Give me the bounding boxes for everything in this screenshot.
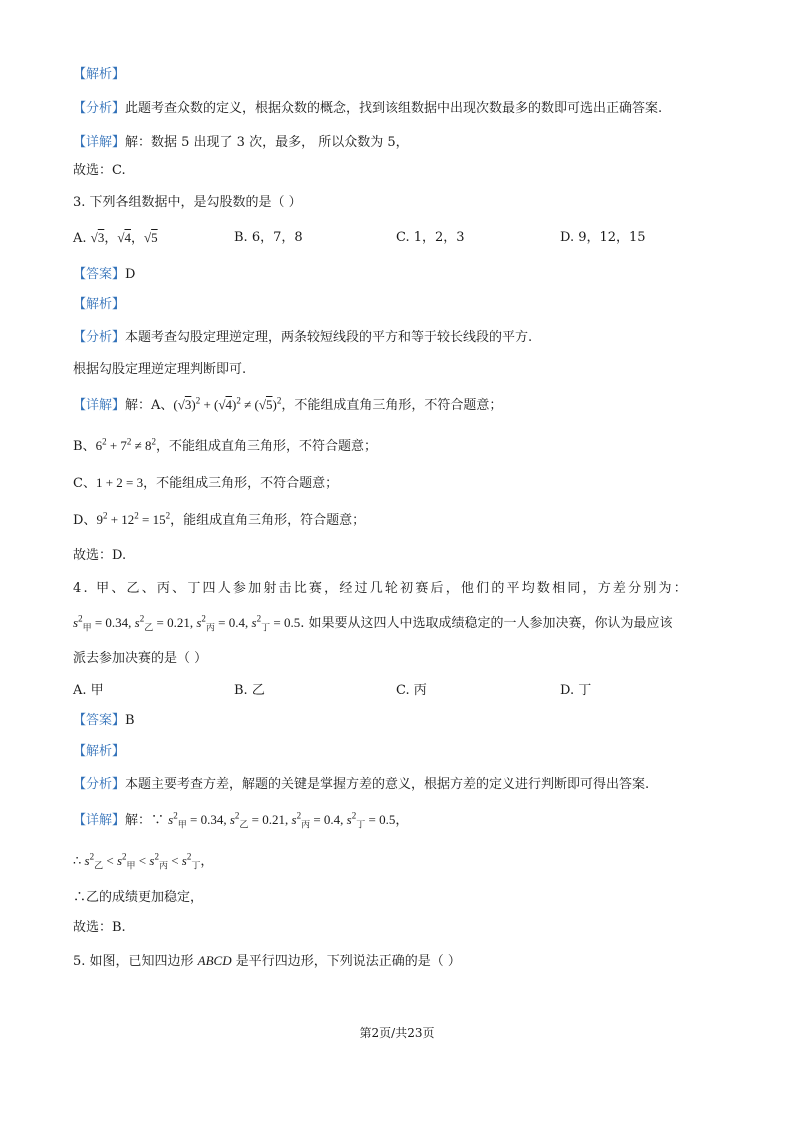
v-yi: 0.21 xyxy=(167,615,190,630)
q4-order-expr: $s^2_乙 < s^2_甲 < s^2_丙 < s^2_丁$ xyxy=(84,851,201,871)
sub-yi: 乙 xyxy=(144,622,154,633)
sub-jia: 甲 xyxy=(177,819,187,830)
detail-text: 解：数据 5 出现了 3 次，最多， 所以众数为 5， xyxy=(125,135,409,150)
xiangjie-tag: 【详解】 xyxy=(73,398,126,413)
q4-detail-line: 【详解】解：∵ $s^2_甲 = 0.34$, $s^2_乙 = 0.21$, $s^2_丙 = 0.4$, $s^2_丁 = 0.5$， xyxy=(73,810,409,830)
daan-tag: 【答案】 xyxy=(73,267,126,282)
q3-method-line: 根据勾股定理逆定理判断即可. xyxy=(73,362,247,377)
analysis-line xyxy=(73,100,662,118)
q5-abcd: ABCD xyxy=(197,953,232,968)
q4-option-d: D. 丁 xyxy=(560,683,592,698)
question-4-stem-1: 4. 甲、乙、丙、丁四人参加射击比赛，经过几轮初赛后，他们的平均数相同，方差分别为： xyxy=(73,581,689,596)
sub-ding: 丁 xyxy=(191,860,201,871)
q3-option-a: A. √3，√4，√5 xyxy=(73,230,158,246)
q3-a-expr: $(√3)^2 + (√4)^2 \ne (√5)^2$ xyxy=(173,395,282,412)
q4-option-a: A. 甲 xyxy=(73,683,104,698)
q3-opt-a-label: A. xyxy=(73,231,87,246)
v-yi: 0.21 xyxy=(262,812,285,827)
sub-ding: 丁 xyxy=(356,819,366,830)
q3-answer: D xyxy=(125,267,136,282)
fenxi-tag: 【分析】 xyxy=(73,777,126,792)
page-footer: 第2页/共23页 xyxy=(359,1026,435,1040)
sqrt-radicand: 5 xyxy=(151,230,158,245)
choose-line: 故选：C. xyxy=(73,163,126,178)
xiangjie-tag: 【详解】 xyxy=(73,813,126,828)
sqrt-expr: √4 xyxy=(117,230,131,245)
v-ding: 0.5 xyxy=(379,812,396,827)
sqrt-radicand: 4 xyxy=(225,397,233,412)
question-5-stem xyxy=(73,952,461,971)
q4-stem2-tail: . 如果要从这四人中选取成绩稳定的一人参加决赛，你认为最应该 xyxy=(300,616,673,631)
q4-option-c: C. 丙 xyxy=(396,683,427,698)
sqrt-radicand: 3 xyxy=(97,230,105,245)
sub-yi: 乙 xyxy=(94,860,104,871)
q3-b-prefix: B、 xyxy=(73,439,96,454)
sqrt-radicand: 4 xyxy=(124,230,131,245)
q3-choose-line: 故选：D. xyxy=(73,548,127,563)
v-ding: 0.5 xyxy=(283,615,301,630)
q5-stem-tail: 是平行四边形，下列说法正确的是（ ） xyxy=(231,954,461,969)
sub-bing: 丙 xyxy=(158,860,168,871)
sub-jia: 甲 xyxy=(126,860,136,871)
q3-d-tail: ，能组成直角三角形，符合题意； xyxy=(170,513,366,528)
q3-c-expr: 1 + 2 = 3 xyxy=(95,475,144,490)
q4-analysis-text: 本题主要考查方差，解题的关键是掌握方差的意义，根据方差的定义进行判断即可得出答案. xyxy=(125,777,650,792)
sqrt-expr: √3 xyxy=(90,230,105,245)
v-jia: 0.34 xyxy=(105,615,129,630)
q3-analysis-heading: 【解析】 xyxy=(73,297,126,312)
question-4-stem-2 xyxy=(73,614,672,633)
v-jia: 0.34 xyxy=(200,812,224,827)
q3-detail-b xyxy=(73,437,377,456)
q3-detail-d xyxy=(73,511,365,530)
q3-detail-a xyxy=(73,396,502,415)
q4-analysis-heading: 【解析】 xyxy=(73,744,126,759)
sub-yi: 乙 xyxy=(239,819,249,830)
q3-c-tail: ，不能组成三角形，不符合题意； xyxy=(143,476,339,491)
detail-line xyxy=(73,134,409,152)
xiangjie-tag: 【详解】 xyxy=(73,135,126,150)
sub-bing: 丙 xyxy=(205,622,215,633)
q3-analysis-text: 本题考查勾股定理逆定理，两条较短线段的平方和等于较长线段的平方. xyxy=(125,330,533,345)
q3-option-c: C. 1，2，3 xyxy=(396,230,465,245)
q5-stem-prefix: 5. 如图，已知四边形 xyxy=(73,954,198,969)
fenxi-tag: 【分析】 xyxy=(73,330,126,345)
q3-option-b: B. 6，7，8 xyxy=(234,230,303,245)
therefore-symbol: ∴ xyxy=(73,854,82,869)
q4-variances: $s^2_甲 = 0.34$, $s^2_乙 = 0.21$, $s^2_丙 = 0.4$, $s^2_丁 = 0.5$ xyxy=(73,613,301,633)
fenxi-text: 此题考查众数的定义，根据众数的概念，找到该组数据中出现次数最多的数即可选出正确答案. xyxy=(125,101,663,116)
v-bing: 0.4 xyxy=(323,812,341,827)
analysis-heading: 【解析】 xyxy=(73,67,126,82)
q3-d-expr: $9^2 + 12^2 = 15^2$ xyxy=(96,510,171,527)
q3-c-prefix: C、 xyxy=(73,476,96,491)
q4-choose-line: 故选：B. xyxy=(73,920,126,935)
sqrt-expr: √5 xyxy=(143,230,158,245)
q3-answer-line xyxy=(73,266,135,284)
question-4-stem-3: 派去参加决赛的是（ ） xyxy=(73,651,208,666)
sub-ding: 丁 xyxy=(261,622,271,633)
question-3-stem: 3. 下列各组数据中，是勾股数的是（ ） xyxy=(73,195,302,210)
sqrt-radicand: 3 xyxy=(184,397,192,412)
sqrt-radicand: 5 xyxy=(265,397,273,412)
sub-bing: 丙 xyxy=(301,819,311,830)
fenxi-tag: 【分析】 xyxy=(73,101,126,116)
q4-order-line: ∴ $s^2_乙 < s^2_甲 < s^2_丙 < s^2_丁$， xyxy=(73,851,214,871)
q3-d-prefix: D、 xyxy=(73,513,97,528)
q4-analysis-line xyxy=(73,776,649,794)
q3-b-tail: ，不能组成直角三角形，不符合题意； xyxy=(156,439,378,454)
sub-jia: 甲 xyxy=(82,622,92,633)
q3-analysis-line xyxy=(73,329,532,347)
q4-option-b: B. 乙 xyxy=(234,683,265,698)
q4-detail-prefix: 解：∵ xyxy=(125,813,169,828)
q3-option-d: D. 9，12，15 xyxy=(560,230,646,245)
q3-a-tail: ，不能组成直角三角形，不符合题意； xyxy=(281,398,503,413)
daan-tag: 【答案】 xyxy=(73,713,126,728)
q4-answer-line xyxy=(73,712,135,730)
v-bing: 0.4 xyxy=(228,615,246,630)
q3-detail-prefix: 解：A、 xyxy=(125,398,174,413)
q4-answer: B xyxy=(125,713,135,728)
q3-b-expr: $6^2 + 7^2 \ne 8^2$ xyxy=(95,436,157,453)
q3-detail-c xyxy=(73,474,338,493)
q4-conclusion-line: ∴乙的成绩更加稳定， xyxy=(73,890,204,905)
q4-detail-expr: $s^2_甲 = 0.34$, $s^2_乙 = 0.21$, $s^2_丙 = 0.4$, $s^2_丁 = 0.5$ xyxy=(168,810,396,830)
